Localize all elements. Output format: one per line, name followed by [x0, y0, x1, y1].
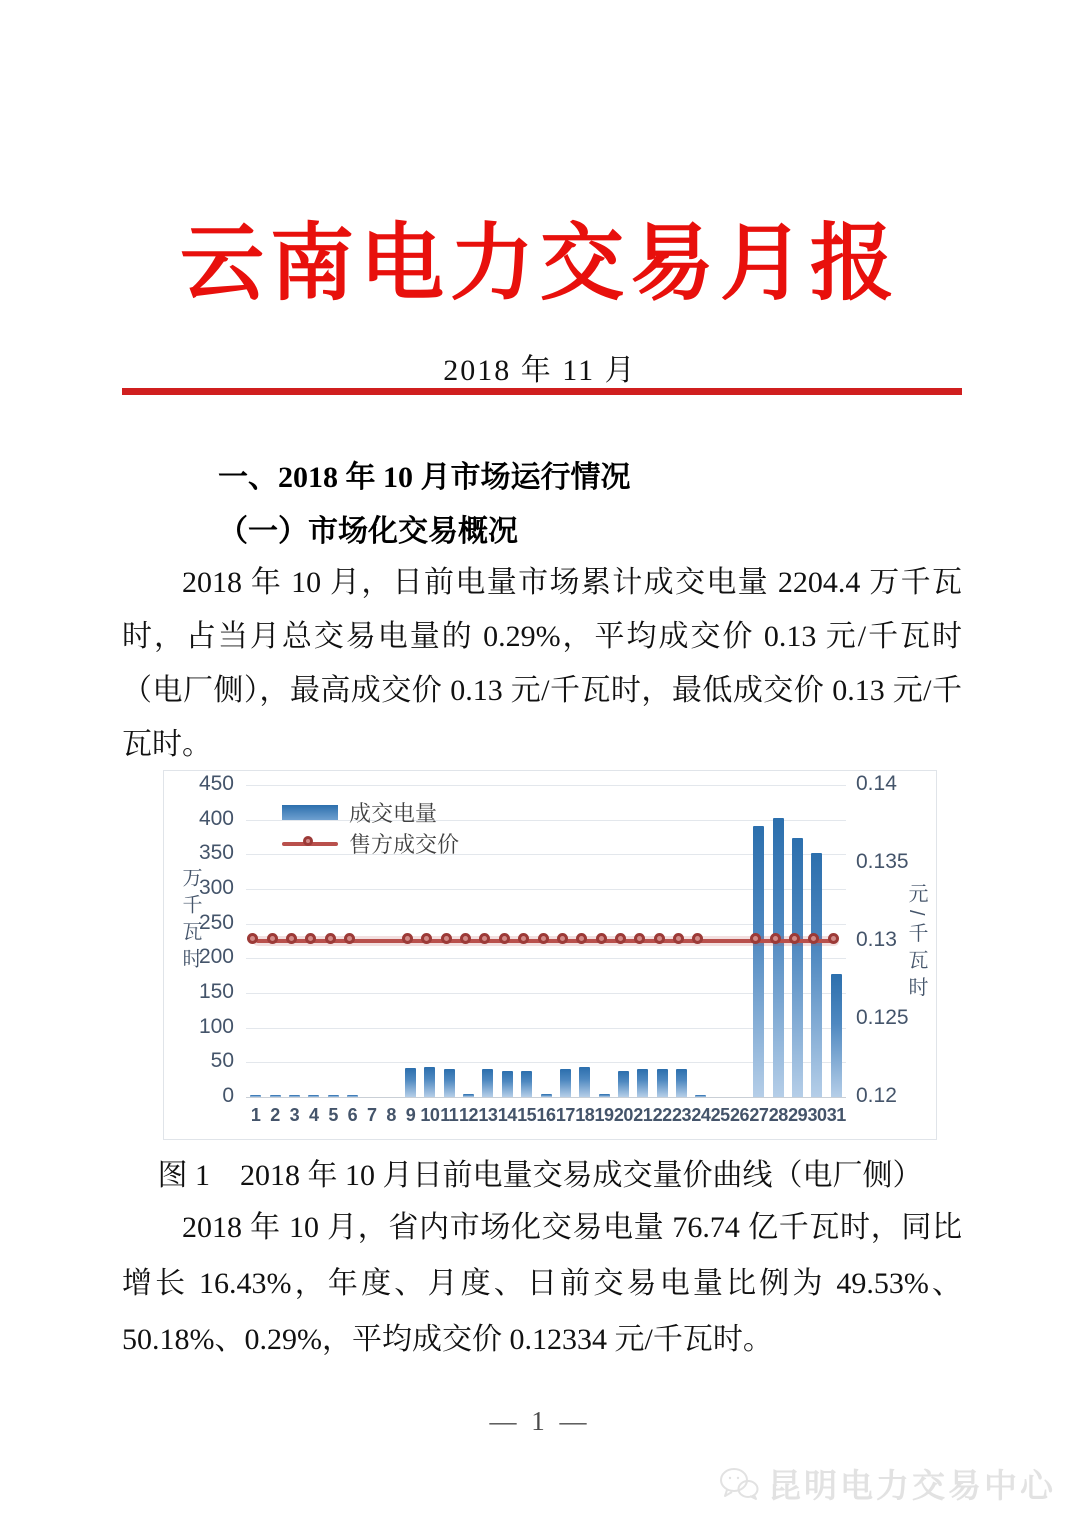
x-axis-tick: 12 [459, 1105, 479, 1125]
left-axis-tick: 400 [198, 806, 234, 830]
watermark [718, 1460, 1056, 1507]
price-marker [828, 933, 839, 944]
volume-bar [463, 1094, 474, 1097]
volume-bar [482, 1069, 493, 1097]
volume-bar [753, 826, 764, 1097]
x-axis-tick: 25 [710, 1105, 730, 1125]
volume-bar [560, 1069, 571, 1097]
price-marker [615, 933, 626, 944]
volume-bar [599, 1094, 610, 1097]
x-axis-tick: 30 [807, 1105, 827, 1125]
volume-bar [521, 1071, 532, 1097]
x-axis-tick: 20 [613, 1105, 633, 1125]
x-axis-tick: 22 [652, 1105, 672, 1125]
x-axis-tick: 13 [478, 1105, 498, 1125]
price-marker [654, 933, 665, 944]
x-axis-tick: 29 [788, 1105, 808, 1125]
left-axis-tick: 100 [198, 1014, 234, 1038]
wechat-logo-icon [718, 1466, 760, 1502]
x-axis-tick: 8 [386, 1105, 396, 1125]
x-axis-tick: 17 [555, 1105, 575, 1125]
paragraph-summary: 2018 年 10 月，省内市场化交易电量 76.74 亿千瓦时，同比增长 16.43%，年度、月度、日前交易电量比例为 49.53%、50.18%、0.29%，平均成交价 0.12334 元/千瓦时。 [122, 1211, 962, 1356]
left-axis-tick: 450 [198, 772, 234, 795]
price-marker [596, 933, 607, 944]
right-axis-tick: 0.135 [856, 850, 909, 873]
x-axis-tick: 6 [347, 1105, 358, 1125]
volume-bar [773, 818, 784, 1097]
line-series-swatch-icon [282, 842, 338, 846]
volume-bar [541, 1094, 552, 1097]
paragraph-overview: 2018 年 10 月，日前电量市场累计成交电量 2204.4 万千瓦时，占当月总交易电量的 0.29%，平均成交价 0.13 元/千瓦时（电厂侧），最高成交价 0.13 元/千瓦时，最低成交价 0.13 元/千瓦时。 [122, 566, 962, 761]
price-marker [634, 933, 645, 944]
report-title: 云南电力交易月报 [179, 218, 900, 311]
right-axis-tick: 0.13 [856, 928, 897, 951]
x-axis-tick: 11 [440, 1105, 459, 1125]
volume-bar [502, 1071, 513, 1097]
price-marker [305, 933, 316, 944]
volume-bar [250, 1095, 261, 1097]
volume-bar [308, 1095, 319, 1097]
price-marker [402, 933, 413, 944]
report-date: 2018 年 11 月 [443, 354, 637, 387]
section-heading: 一、2018 年 10 月市场运行情况 [218, 461, 631, 494]
volume-bar [328, 1095, 339, 1097]
price-marker [770, 933, 781, 944]
legend-item-price [282, 828, 459, 859]
x-axis-tick: 28 [768, 1105, 788, 1125]
x-axis-tick: 19 [594, 1105, 614, 1125]
page-number: — 1 — [489, 1406, 591, 1436]
left-axis-title: 万千瓦时 [179, 867, 201, 975]
price-marker [325, 933, 336, 944]
volume-bar [444, 1069, 455, 1097]
price-marker [750, 933, 761, 944]
x-axis-tick: 10 [420, 1105, 440, 1125]
figure-chart [163, 770, 937, 1140]
price-marker [557, 933, 568, 944]
left-axis-tick: 0 [222, 1084, 234, 1107]
bar-series-swatch-icon [282, 805, 338, 820]
x-axis-tick: 23 [671, 1105, 691, 1125]
x-axis-tick: 4 [308, 1105, 319, 1125]
price-marker [576, 933, 587, 944]
volume-bar [347, 1095, 358, 1097]
x-axis-tick: 21 [633, 1105, 653, 1125]
price-marker [692, 933, 703, 944]
price-marker [499, 933, 510, 944]
price-marker [344, 933, 355, 944]
volume-bar [676, 1069, 687, 1097]
figure-caption: 图 1 2018 年 10 月日前电量交易成交量价曲线（电厂侧） [157, 1159, 923, 1192]
price-marker [808, 933, 819, 944]
price-marker [518, 933, 529, 944]
price-marker [789, 933, 800, 944]
watermark-text: 昆明电力交易中心 [768, 1469, 1056, 1505]
x-axis-tick: 2 [270, 1105, 280, 1125]
volume-bar [637, 1069, 648, 1097]
x-axis-tick: 3 [289, 1105, 300, 1125]
volume-bar [792, 838, 803, 1097]
left-axis-tick: 200 [198, 945, 234, 969]
price-marker [441, 933, 452, 944]
legend-label-price: 售方成交价 [349, 832, 460, 857]
volume-bar [657, 1069, 668, 1097]
left-axis-tick: 250 [198, 910, 234, 934]
price-marker [479, 933, 490, 944]
left-axis-tick: 350 [198, 841, 234, 865]
right-axis-tick: 0.125 [856, 1006, 909, 1029]
x-axis-tick: 24 [691, 1105, 711, 1125]
volume-bar [289, 1095, 300, 1097]
x-axis-tick: 27 [749, 1105, 769, 1125]
x-axis-tick: 15 [517, 1105, 537, 1125]
left-axis-tick: 300 [198, 876, 234, 899]
volume-bar [579, 1067, 590, 1097]
x-axis-tick: 9 [405, 1105, 416, 1125]
volume-bar [695, 1095, 706, 1097]
price-marker [538, 933, 549, 944]
price-marker [267, 933, 278, 944]
legend-label-volume: 成交电量 [349, 801, 438, 826]
x-axis-tick: 14 [497, 1105, 517, 1125]
left-axis-tick: 150 [198, 980, 234, 1003]
right-axis-title: 元/千瓦时 [905, 883, 927, 1004]
price-marker [421, 933, 432, 944]
right-axis-tick: 0.12 [856, 1084, 897, 1107]
x-axis-tick: 7 [367, 1105, 377, 1125]
x-axis-tick: 31 [826, 1105, 846, 1125]
right-axis-tick: 0.14 [856, 772, 897, 795]
subsection-heading: （一）市场化交易概况 [218, 515, 518, 548]
title-divider-rule [122, 388, 962, 395]
x-axis-tick: 26 [730, 1105, 750, 1125]
left-axis-tick: 50 [210, 1049, 234, 1073]
volume-bar [405, 1068, 416, 1097]
price-marker [247, 933, 258, 944]
x-axis-tick: 5 [328, 1105, 338, 1125]
price-marker [286, 933, 297, 944]
price-marker [673, 933, 684, 944]
volume-bar [618, 1071, 629, 1097]
volume-bar [424, 1067, 435, 1097]
x-axis-tick: 16 [536, 1105, 556, 1125]
volume-bar [811, 853, 822, 1097]
gridline [246, 785, 846, 786]
x-axis-tick: 1 [250, 1105, 261, 1125]
chart-legend [282, 797, 459, 859]
x-axis-line [246, 1097, 846, 1098]
x-axis-tick: 18 [575, 1105, 595, 1125]
legend-item-volume [282, 797, 459, 828]
volume-bar [831, 974, 842, 1097]
price-marker [460, 933, 471, 944]
volume-bar [270, 1095, 281, 1097]
